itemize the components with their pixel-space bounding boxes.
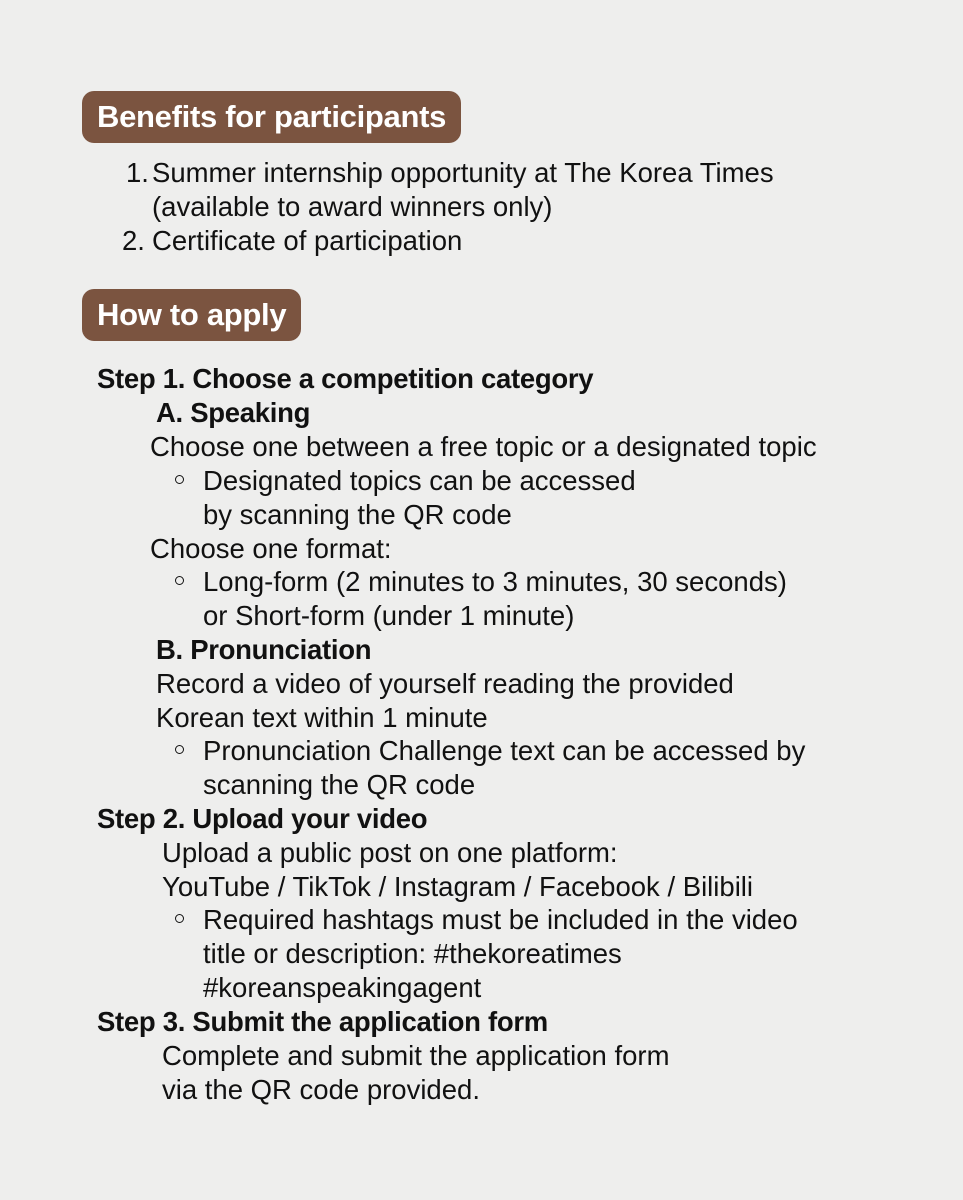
speaking-bullet-1-line-1: Designated topics can be accessed bbox=[203, 465, 636, 496]
benefit-1-line-1: Summer internship opportunity at The Korea Times bbox=[152, 157, 774, 188]
pronunciation-desc-line-2: Korean text within 1 minute bbox=[156, 702, 488, 733]
bullet-icon bbox=[175, 576, 184, 585]
step-2-bullet-line-1: Required hashtags must be included in the video bbox=[203, 904, 798, 935]
how-to-apply-heading: How to apply bbox=[82, 289, 301, 341]
step-3-desc-line-1: Complete and submit the application form bbox=[162, 1040, 670, 1071]
benefit-2-line-1: Certificate of participation bbox=[152, 225, 463, 256]
step-3-desc-line-2: via the QR code provided. bbox=[162, 1074, 480, 1105]
speaking-bullet-1-line-2: by scanning the QR code bbox=[203, 499, 512, 530]
format-intro: Choose one format: bbox=[150, 533, 392, 564]
pronunciation-bullet-line-2: scanning the QR code bbox=[203, 769, 476, 800]
step-2-desc-line-1: Upload a public post on one platform: bbox=[162, 837, 618, 868]
bullet-icon bbox=[175, 475, 184, 484]
speaking-title: A. Speaking bbox=[156, 397, 311, 428]
step-3-title: Step 3. Submit the application form bbox=[97, 1006, 548, 1037]
speaking-bullet-2-line-2: or Short-form (under 1 minute) bbox=[203, 600, 575, 631]
pronunciation-bullet-line-1: Pronunciation Challenge text can be accessed by bbox=[203, 735, 806, 766]
step-2-bullet-line-3: #koreanspeakingagent bbox=[203, 972, 482, 1003]
benefits-heading: Benefits for participants bbox=[82, 91, 461, 143]
speaking-intro: Choose one between a free topic or a designated topic bbox=[150, 431, 817, 462]
benefit-2-number: 2. bbox=[122, 225, 145, 256]
step-2-desc-line-2: YouTube / TikTok / Instagram / Facebook / Bilibili bbox=[162, 871, 754, 902]
benefit-1-line-2: (available to award winners only) bbox=[152, 191, 553, 222]
pronunciation-title: B. Pronunciation bbox=[156, 634, 372, 665]
step-2-bullet-line-2: title or description: #thekoreatimes bbox=[203, 938, 622, 969]
benefit-1-number: 1. bbox=[126, 157, 149, 188]
bullet-icon bbox=[175, 914, 184, 923]
pronunciation-desc-line-1: Record a video of yourself reading the provided bbox=[156, 668, 734, 699]
step-2-title: Step 2. Upload your video bbox=[97, 803, 428, 834]
step-1-title: Step 1. Choose a competition category bbox=[97, 363, 594, 394]
speaking-bullet-2-line-1: Long-form (2 minutes to 3 minutes, 30 seconds) bbox=[203, 566, 787, 597]
bullet-icon bbox=[175, 745, 184, 754]
